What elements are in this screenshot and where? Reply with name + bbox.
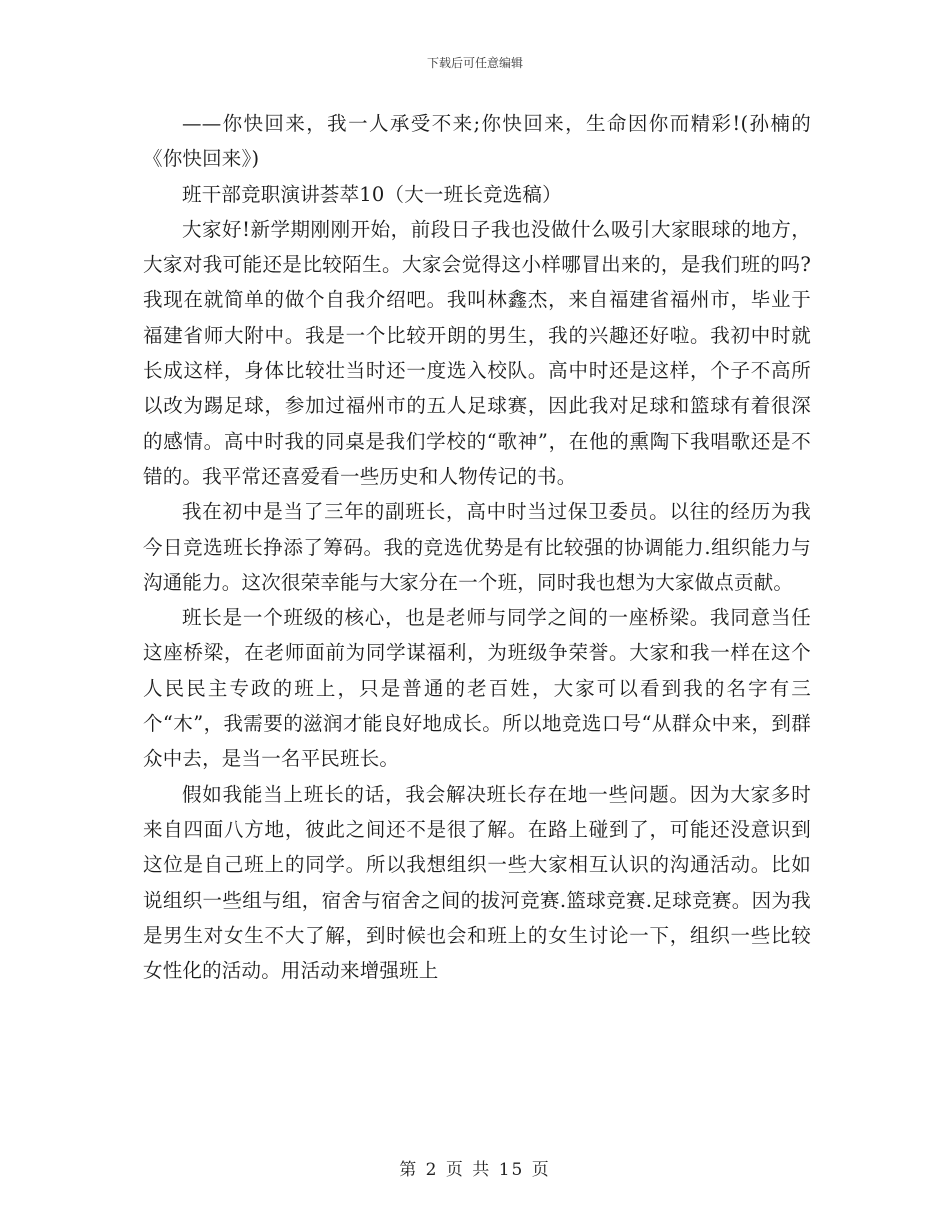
page-number-footer: 第 2 页 共 15 页 xyxy=(399,1160,551,1180)
paragraph-experience: 我在初中是当了三年的副班长，高中时当过保卫委员。以往的经历为我今日竞选班长挣添了筹码。我的竞选优势是有比较强的协调能力.组织能力与沟通能力。这次很荣幸能与大家分在一个班，同时我也想为大家做点贡献。 xyxy=(143,500,811,594)
page-header: 下载后可任意编辑 xyxy=(426,56,523,70)
section-heading: 班干部竞职演讲荟萃10（大一班长竞选稿） xyxy=(182,182,562,206)
paragraph-plans: 假如我能当上班长的话，我会解决班长存在地一些问题。因为大家多时来自四面八方地，彼此之间还不是很了解。在路上碰到了，可能还没意识到这位是自己班上的同学。所以我想组织一些大家相互认识的沟通活动。比如说组织一些组与组，宿舍与宿舍之间的拔河竞赛.篮球竞赛.足球竞赛。因为我是男生对女生不大了解，到时候也会和班上的女生讨论一下，组织一些比较女性化的活动。用活动来增强班上 xyxy=(143,782,811,983)
document-body xyxy=(143,106,811,988)
paragraph-class-monitor-role: 班长是一个班级的核心，也是老师与同学之间的一座桥梁。我同意当任这座桥梁，在老师面前为同学谋福利，为班级争荣誉。大家和我一样在这个人民民主专政的班上，只是普通的老百姓，大家可以看到我的名字有三个“木”，我需要的滋润才能良好地成长。所以地竞选口号“从群众中来，到群众中去，是当一名平民班长。 xyxy=(143,606,811,771)
paragraph-quote-end: ——你快回来，我一人承受不来;你快回来，生命因你而精彩!(孙楠的《你快回来》) xyxy=(143,112,811,171)
paragraph-self-introduction: 大家好!新学期刚刚开始，前段日子我也没做什么吸引大家眼球的地方，大家对我可能还是比较陌生。大家会觉得这小样哪冒出来的，是我们班的吗?我现在就简单的做个自我介绍吧。我叫林鑫杰，来自福建省福州市，毕业于福建省师大附中。我是一个比较开朗的男生，我的兴趣还好啦。我初中时就长成这样，身体比较壮当时还一度选入校队。高中时还是这样，个子不高所以改为踢足球，参加过福州市的五人足球赛，因此我对足球和篮球有着很深的感情。高中时我的同桌是我们学校的“歌神”，在他的熏陶下我唱歌还是不错的。我平常还喜爱看一些历史和人物传记的书。 xyxy=(143,217,811,488)
